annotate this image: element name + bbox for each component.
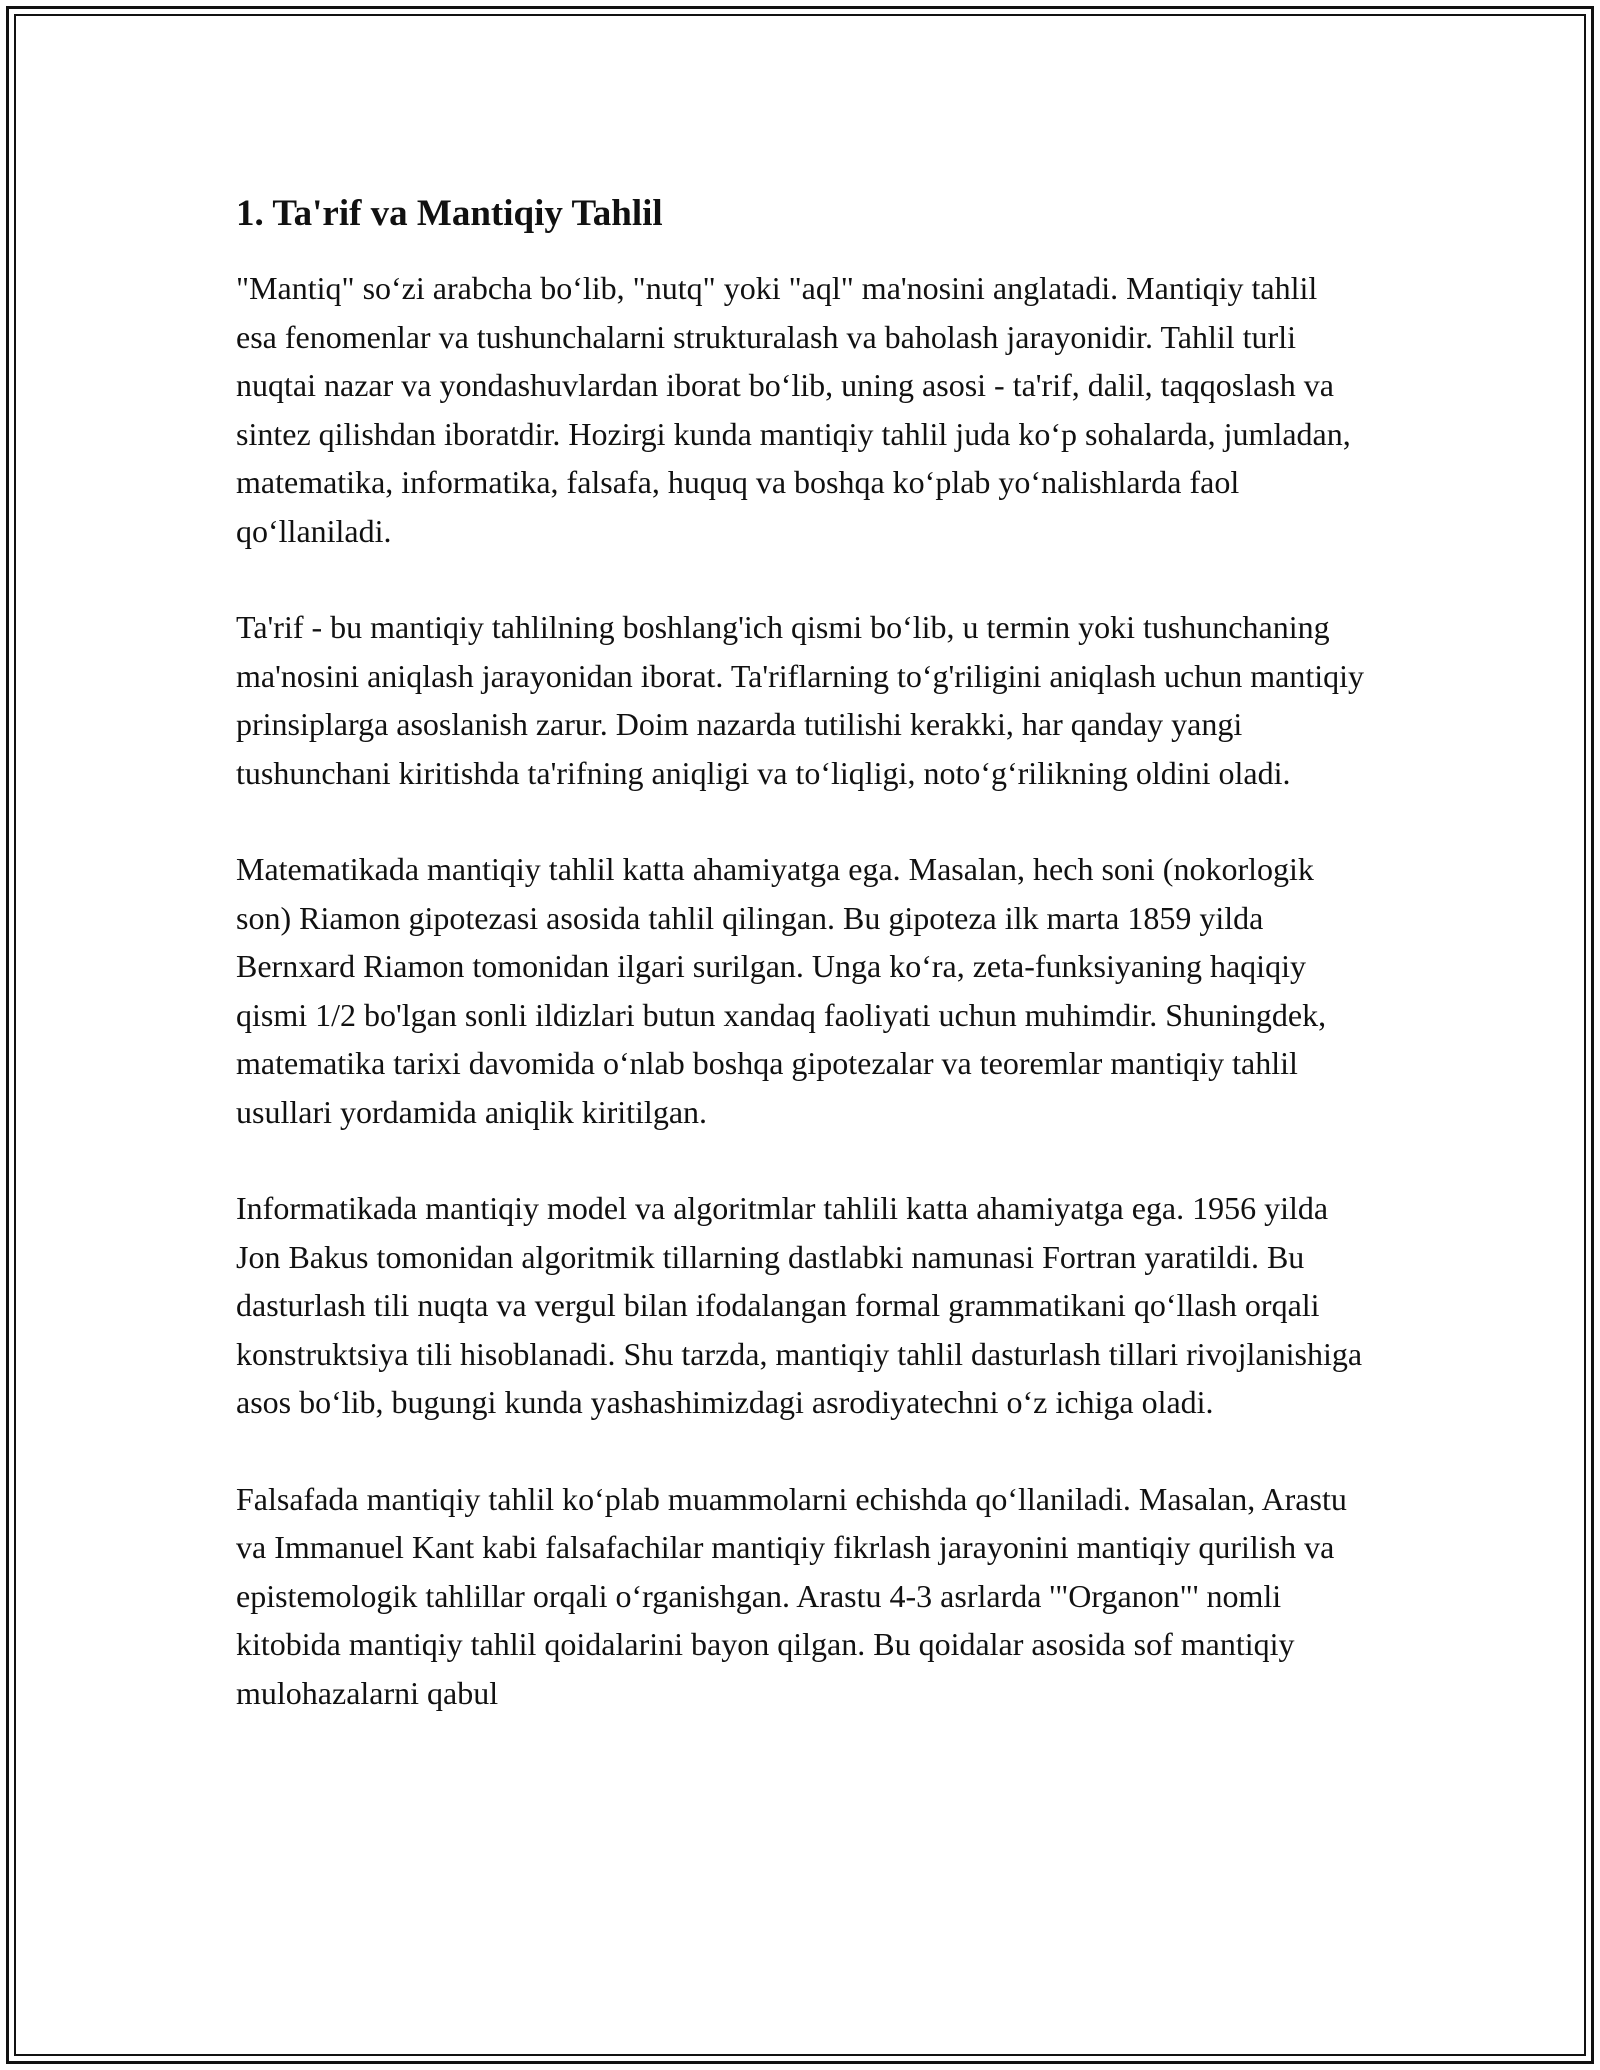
document-body [236,190,1366,1765]
paragraph-mathematics: Matematikada mantiqiy tahlil katta ahamiyatga ega. Masalan, hech soni (nokorlogik son) Riamon gipotezasi asosida tahlil qilingan. Bu gipoteza ilk marta 1859 yilda Bernxard Riamon tomonidan ilgari surilgan. Unga ko‘ra, zeta-funksiyaning haqiqiy qismi 1/2 bo'lgan sonli ildizlari butun xandaq faoliyati uchun muhimdir. Shuningdek, matematika tarixi davomida o‘nlab boshqa gipotezalar va teoremlar mantiqiy tahlil usullari yordamida aniqlik kiritilgan. [236,851,1327,1130]
section-heading: 1. Ta'rif va Mantiqiy Tahlil [236,193,663,234]
paragraph-definition: Ta'rif - bu mantiqiy tahlilning boshlang'ich qismi bo‘lib, u termin yoki tushunchaning ma'nosini aniqlash jarayonidan iborat. Ta'riflarning to‘g'riligini aniqlash uchun mantiqiy prinsiplarga asoslanish zarur. Doim nazarda tutilishi kerakki, har qanday yangi tushunchani kiritishda ta'rifning aniqligi va to‘liqligi, noto‘g‘rilikning oldini oladi. [236,609,1364,791]
paragraph-philosophy: Falsafada mantiqiy tahlil ko‘plab muammolarni echishda qo‘llaniladi. Masalan, Arastu va Immanuel Kant kabi falsafachilar mantiqiy fikrlash jarayonini mantiqiy qurilish va epistemologik tahlillar orqali o‘rganishgan. Arastu 4-3 asrlarda '"Organon"' nomli kitobida mantiqiy tahlil qoidalarini bayon qilgan. Bu qoidalar asosida sof mantiqiy mulohazalarni qabul [236,1480,1347,1711]
paragraph-informatics: Informatikada mantiqiy model va algoritmlar tahlili katta ahamiyatga ega. 1956 yilda Jon Bakus tomonidan algoritmik tillarning dastlabki namunasi Fortran yaratildi. Bu dasturlash tili nuqta va vergul bilan ifodalangan formal grammatikani qo‘llash orqali konstruktsiya tili hisoblanadi. Shu tarzda, mantiqiy tahlil dasturlash tillari rivojlanishiga asos bo‘lib, bugungi kunda yashashimizdagi asrodiyatechni o‘z ichiga oladi. [236,1190,1363,1420]
paragraph-intro: "Mantiq" so‘zi arabcha bo‘lib, "nutq" yoki "aql" ma'nosini anglatadi. Mantiqiy tahlil esa fenomenlar va tushunchalarni strukturalash va baholash jarayonidir. Tahlil turli nuqtai nazar va yondashuvlardan iborat bo‘lib, uning asosi - ta'rif, dalil, taqqoslash va sintez qilishdan iboratdir. Hozirgi kunda mantiqiy tahlil juda ko‘p sohalarda, jumladan, matematika, informatika, falsafa, huquq va boshqa ko‘plab yo‘nalishlarda faol qo‘llaniladi. [236,270,1351,549]
